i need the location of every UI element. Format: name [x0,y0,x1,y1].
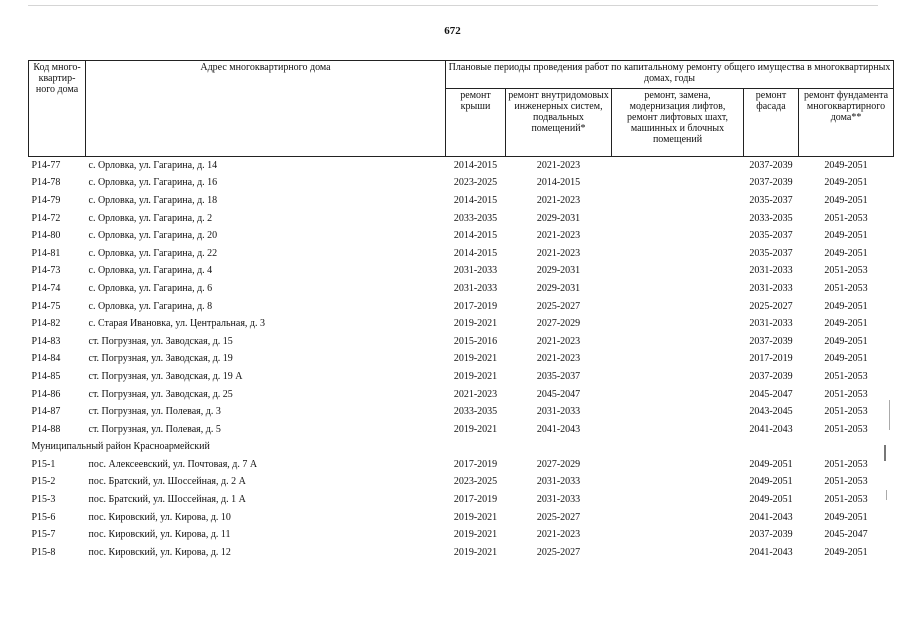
cell-roof: 2023-2025 [453,177,498,189]
cell-roof: 2017-2019 [453,300,498,312]
cell-code: P14-72 [31,212,61,224]
cell-code: P14-82 [31,318,61,330]
cell-roof: 2019-2021 [453,353,498,365]
cell-systems: 2031-2033 [536,406,581,418]
cell-foundation: 2051-2053 [824,265,868,277]
cell-facade: 2049-2051 [749,494,793,506]
scan-mark [889,400,890,430]
table-row [29,157,894,175]
cell-facade: 2041-2043 [749,423,793,435]
cell-foundation: 2051-2053 [824,370,868,382]
cell-code: P14-85 [31,370,61,382]
cell-code: P15-6 [31,511,56,523]
cell-elevators [612,298,744,316]
table-row [29,192,894,210]
cell-systems: 2031-2033 [536,476,581,488]
cell-elevators [612,544,744,562]
cell-foundation: 2049-2051 [824,511,868,523]
cell-code: P14-88 [31,423,61,435]
cell-roof: 2014-2015 [453,247,498,259]
cell-foundation: 2045-2047 [824,529,868,541]
cell-elevators [612,456,744,474]
cell-systems: 2031-2033 [536,494,581,506]
cell-systems: 2021-2023 [536,230,581,242]
cell-facade: 2037-2039 [749,370,793,382]
cell-facade: 2049-2051 [749,476,793,488]
section-title: Муниципальный район Красноармейский [31,441,210,453]
cell-roof: 2019-2021 [453,318,498,330]
table-row [29,368,894,386]
cell-code: P14-74 [31,282,61,294]
cell-facade: 2037-2039 [749,335,793,347]
cell-elevators [612,157,744,175]
cell-foundation: 2049-2051 [824,177,868,189]
cell-systems: 2021-2023 [536,529,581,541]
cell-systems: 2025-2027 [536,546,581,558]
cell-code: P14-84 [31,353,61,365]
table-row [29,210,894,228]
cell-foundation: 2049-2051 [824,247,868,259]
cell-facade: 2049-2051 [749,458,793,470]
cell-roof: 2019-2021 [453,511,498,523]
cell-elevators [612,175,744,193]
cell-elevators [612,192,744,210]
cell-code: P14-83 [31,335,61,347]
cell-address: ст. Погрузная, ул. Заводская, д. 15 [88,335,233,347]
cell-facade: 2037-2039 [749,529,793,541]
cell-systems: 2027-2029 [536,458,581,470]
cell-roof: 2014-2015 [453,194,498,206]
cell-elevators [612,368,744,386]
cell-code: P15-3 [31,494,56,506]
cell-elevators [612,386,744,404]
cell-roof: 2023-2025 [453,476,498,488]
header-address: Адрес многоквартирного дома [86,61,446,157]
table-row [29,351,894,369]
cell-elevators [612,403,744,421]
cell-address: с. Орловка, ул. Гагарина, д. 16 [88,177,218,189]
cell-code: P15-1 [31,458,56,470]
cell-foundation: 2049-2051 [824,335,868,347]
cell-facade: 2041-2043 [749,511,793,523]
cell-roof: 2019-2021 [453,370,498,382]
cell-foundation: 2051-2053 [824,458,868,470]
table-row [29,386,894,404]
cell-address: пос. Алексеевский, ул. Почтовая, д. 7 А [88,458,258,470]
header-foundation: ремонт фундамента многоквартирного дома** [799,89,894,157]
cell-elevators [612,351,744,369]
cell-address: ст. Погрузная, ул. Заводская, д. 19 А [88,370,243,382]
cell-roof: 2019-2021 [453,529,498,541]
cell-code: P14-75 [31,300,61,312]
cell-foundation: 2049-2051 [824,159,868,171]
table-header [29,61,894,157]
cell-foundation: 2051-2053 [824,406,868,418]
cell-systems: 2045-2047 [536,388,581,400]
cell-systems: 2021-2023 [536,353,581,365]
cell-address: с. Орловка, ул. Гагарина, д. 18 [88,194,218,206]
section-row [29,439,894,457]
cell-address: пос. Братский, ул. Шоссейная, д. 2 А [88,476,246,488]
table-row [29,315,894,333]
cell-facade: 2035-2037 [749,247,793,259]
cell-code: P14-81 [31,247,61,259]
table-row [29,263,894,281]
cell-elevators [612,263,744,281]
cell-address: с. Орловка, ул. Гагарина, д. 22 [88,247,218,259]
cell-address: пос. Кировский, ул. Кирова, д. 12 [88,546,231,558]
cell-code: P14-78 [31,177,61,189]
cell-roof: 2033-2035 [453,406,498,418]
cell-address: ст. Погрузная, ул. Полевая, д. 5 [88,423,221,435]
cell-foundation: 2049-2051 [824,230,868,242]
cell-systems: 2021-2023 [536,194,581,206]
cell-code: P14-77 [31,159,61,171]
cell-code: P14-73 [31,265,61,277]
cell-foundation: 2051-2053 [824,494,868,506]
cell-facade: 2043-2045 [749,406,793,418]
cell-elevators [612,227,744,245]
cell-systems: 2027-2029 [536,318,581,330]
cell-facade: 2017-2019 [749,353,793,365]
cell-address: с. Орловка, ул. Гагарина, д. 6 [88,282,213,294]
cell-facade: 2031-2033 [749,282,793,294]
cell-address: с. Старая Ивановка, ул. Центральная, д. 3 [88,318,266,330]
cell-foundation: 2051-2053 [824,212,868,224]
cell-address: ст. Погрузная, ул. Полевая, д. 3 [88,406,221,418]
header-facade: ремонт фасада [744,89,799,157]
cell-elevators [612,315,744,333]
cell-foundation: 2049-2051 [824,546,868,558]
cell-systems: 2035-2037 [536,370,581,382]
cell-roof: 2031-2033 [453,265,498,277]
cell-systems: 2021-2023 [536,159,581,171]
table-row [29,544,894,562]
cell-address: с. Орловка, ул. Гагарина, д. 8 [88,300,213,312]
cell-foundation: 2051-2053 [824,282,868,294]
cell-foundation: 2049-2051 [824,300,868,312]
table-row [29,421,894,439]
cell-code: P15-7 [31,529,56,541]
cell-roof: 2014-2015 [453,159,498,171]
cell-address: с. Орловка, ул. Гагарина, д. 4 [88,265,213,277]
cell-elevators [612,245,744,263]
cell-code: P14-80 [31,230,61,242]
table-row [29,474,894,492]
cell-code: P15-2 [31,476,56,488]
cell-elevators [612,509,744,527]
cell-elevators [612,526,744,544]
table-row [29,526,894,544]
cell-address: ст. Погрузная, ул. Заводская, д. 19 [88,353,233,365]
cell-elevators [612,280,744,298]
cell-systems: 2029-2031 [536,282,581,294]
cell-systems: 2029-2031 [536,265,581,277]
cell-address: пос. Кировский, ул. Кирова, д. 11 [88,529,231,541]
cell-systems: 2014-2015 [536,177,581,189]
cell-address: пос. Кировский, ул. Кирова, д. 10 [88,511,231,523]
table-row [29,280,894,298]
cell-facade: 2045-2047 [749,388,793,400]
cell-facade: 2035-2037 [749,194,793,206]
cell-systems: 2025-2027 [536,300,581,312]
cell-address: с. Орловка, ул. Гагарина, д. 20 [88,230,218,242]
capital-repair-table [28,60,894,562]
header-elevators: ремонт, замена, модернизация лифтов, ремонт лифтовых шахт, машинных и блочных помещений [612,89,744,157]
cell-facade: 2035-2037 [749,230,793,242]
cell-foundation: 2051-2053 [824,423,868,435]
table-row [29,298,894,316]
cell-foundation: 2049-2051 [824,194,868,206]
cell-facade: 2031-2033 [749,318,793,330]
cell-elevators [612,333,744,351]
cell-roof: 2019-2021 [453,546,498,558]
cell-systems: 2041-2043 [536,423,581,435]
cell-systems: 2021-2023 [536,335,581,347]
cell-address: с. Орловка, ул. Гагарина, д. 2 [88,212,213,224]
header-roof: ремонт крыши [446,89,506,157]
top-rule [28,5,878,6]
cell-code: P14-87 [31,406,61,418]
cell-facade: 2031-2033 [749,265,793,277]
table-row [29,227,894,245]
table-row [29,491,894,509]
header-code: Код много-квартир-ного дома [29,61,86,157]
table-row [29,333,894,351]
cell-foundation: 2051-2053 [824,388,868,400]
cell-facade: 2033-2035 [749,212,793,224]
cell-roof: 2017-2019 [453,458,498,470]
cell-facade: 2041-2043 [749,546,793,558]
cell-systems: 2029-2031 [536,212,581,224]
page-number: 672 [444,25,461,37]
cell-roof: 2021-2023 [453,388,498,400]
cell-code: P14-86 [31,388,61,400]
cell-roof: 2031-2033 [453,282,498,294]
cell-foundation: 2049-2051 [824,353,868,365]
cell-foundation: 2049-2051 [824,318,868,330]
cell-code: P14-79 [31,194,61,206]
cell-foundation: 2051-2053 [824,476,868,488]
header-systems: ремонт внутридомовых инженерных систем, подвальных помещений* [506,89,612,157]
cell-roof: 2017-2019 [453,494,498,506]
table-body [29,157,894,562]
cell-facade: 2037-2039 [749,177,793,189]
scan-mark [884,445,886,461]
table-row [29,456,894,474]
cell-systems: 2025-2027 [536,511,581,523]
cell-address: ст. Погрузная, ул. Заводская, д. 25 [88,388,233,400]
cell-roof: 2014-2015 [453,230,498,242]
table-row [29,403,894,421]
cell-roof: 2019-2021 [453,423,498,435]
cell-elevators [612,491,744,509]
cell-systems: 2021-2023 [536,247,581,259]
cell-code: P15-8 [31,546,56,558]
cell-address: с. Орловка, ул. Гагарина, д. 14 [88,159,218,171]
cell-roof: 2015-2016 [453,335,498,347]
table-row [29,175,894,193]
table-row [29,245,894,263]
cell-roof: 2033-2035 [453,212,498,224]
cell-elevators [612,210,744,228]
cell-address: пос. Братский, ул. Шоссейная, д. 1 А [88,494,246,506]
cell-elevators [612,421,744,439]
cell-elevators [612,474,744,492]
scan-mark [886,490,887,500]
cell-facade: 2037-2039 [749,159,793,171]
table-row [29,509,894,527]
cell-facade: 2025-2027 [749,300,793,312]
header-periods: Плановые периоды проведения работ по капитальному ремонту общего имущества в многоквартирных домах, годы [446,61,894,89]
